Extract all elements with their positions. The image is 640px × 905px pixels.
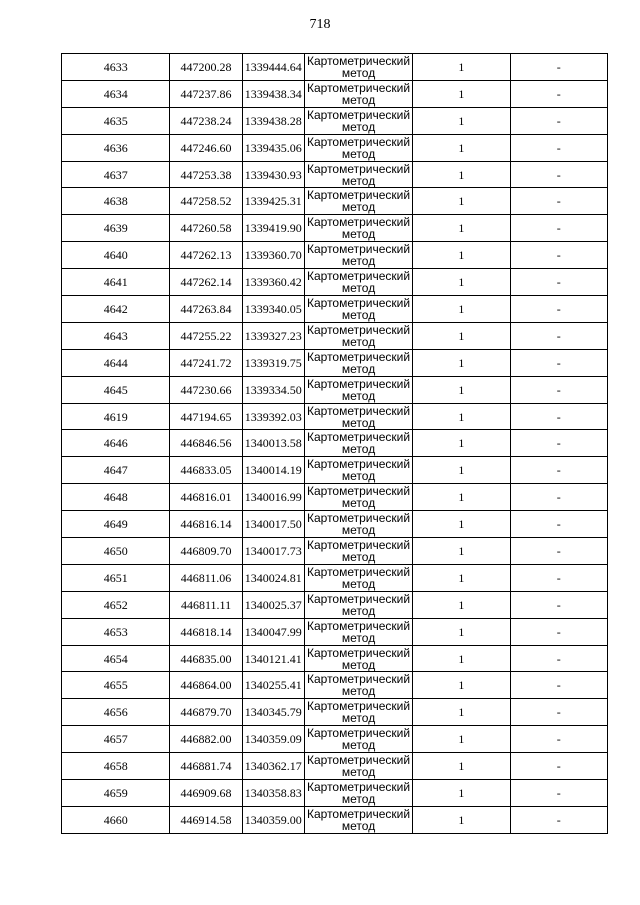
method-line-1: Картометрический <box>307 376 411 391</box>
method-line-2: метод <box>341 361 376 376</box>
method-line-2: метод <box>341 657 376 672</box>
table-row <box>62 780 608 807</box>
x-coordinate-cell: 446809.70 <box>170 538 242 565</box>
x-coordinate-cell: 446816.01 <box>170 484 242 511</box>
description-cell: - <box>510 699 607 726</box>
method-cell <box>304 188 412 215</box>
x-coordinate-cell: 446818.14 <box>170 618 242 645</box>
method-cell <box>304 618 412 645</box>
point-number-cell: 4643 <box>62 322 170 349</box>
method-line-2: метод <box>341 388 376 403</box>
y-coordinate-cell: 1340121.41 <box>242 645 304 672</box>
accuracy-cell: 1 <box>413 806 510 833</box>
table-row <box>62 753 608 780</box>
method-cell <box>304 457 412 484</box>
method-line-2: метод <box>341 65 376 80</box>
y-coordinate-cell: 1339444.64 <box>242 54 304 81</box>
table-row <box>62 161 608 188</box>
table-row <box>62 699 608 726</box>
table-row <box>62 54 608 81</box>
description-cell: - <box>510 188 607 215</box>
accuracy-cell: 1 <box>413 591 510 618</box>
x-coordinate-cell: 447253.38 <box>170 161 242 188</box>
point-number-cell: 4648 <box>62 484 170 511</box>
x-coordinate-cell: 447260.58 <box>170 215 242 242</box>
y-coordinate-cell: 1339430.93 <box>242 161 304 188</box>
accuracy-cell: 1 <box>413 726 510 753</box>
method-line-2: метод <box>341 254 376 269</box>
description-cell: - <box>510 645 607 672</box>
table-row <box>62 484 608 511</box>
description-cell: - <box>510 215 607 242</box>
method-cell <box>304 296 412 323</box>
accuracy-cell: 1 <box>413 376 510 403</box>
description-cell: - <box>510 349 607 376</box>
description-cell: - <box>510 591 607 618</box>
accuracy-cell: 1 <box>413 511 510 538</box>
method-line-2: метод <box>341 173 376 188</box>
method-cell <box>304 80 412 107</box>
method-line-1: Картометрический <box>307 161 411 176</box>
point-number-cell: 4619 <box>62 403 170 430</box>
point-number-cell: 4657 <box>62 726 170 753</box>
method-line-1: Картометрический <box>307 322 411 337</box>
method-line-1: Картометрический <box>307 269 411 284</box>
accuracy-cell: 1 <box>413 645 510 672</box>
y-coordinate-cell: 1340362.17 <box>242 753 304 780</box>
x-coordinate-cell: 447237.86 <box>170 80 242 107</box>
method-cell <box>304 54 412 81</box>
method-line-2: метод <box>341 523 376 538</box>
method-cell <box>304 403 412 430</box>
y-coordinate-cell: 1339360.70 <box>242 242 304 269</box>
table-body <box>62 54 608 834</box>
table-row <box>62 806 608 833</box>
accuracy-cell: 1 <box>413 538 510 565</box>
description-cell: - <box>510 484 607 511</box>
point-number-cell: 4645 <box>62 376 170 403</box>
y-coordinate-cell: 1339334.50 <box>242 376 304 403</box>
point-number-cell: 4652 <box>62 591 170 618</box>
description-cell: - <box>510 780 607 807</box>
x-coordinate-cell: 446816.14 <box>170 511 242 538</box>
x-coordinate-cell: 447262.14 <box>170 269 242 296</box>
description-cell: - <box>510 753 607 780</box>
method-cell <box>304 753 412 780</box>
method-line-2: метод <box>341 818 376 833</box>
y-coordinate-cell: 1339438.34 <box>242 80 304 107</box>
description-cell: - <box>510 726 607 753</box>
accuracy-cell: 1 <box>413 107 510 134</box>
y-coordinate-cell: 1339327.23 <box>242 322 304 349</box>
method-cell <box>304 699 412 726</box>
y-coordinate-cell: 1340358.83 <box>242 780 304 807</box>
table-row <box>62 188 608 215</box>
method-line-2: метод <box>341 469 376 484</box>
method-line-2: метод <box>341 415 376 430</box>
description-cell: - <box>510 322 607 349</box>
method-line-2: метод <box>341 334 376 349</box>
x-coordinate-cell: 447263.84 <box>170 296 242 323</box>
method-line-1: Картометрический <box>307 726 411 741</box>
method-line-2: метод <box>341 576 376 591</box>
method-line-2: метод <box>341 765 376 780</box>
description-cell: - <box>510 134 607 161</box>
method-line-1: Картометрический <box>307 457 411 472</box>
x-coordinate-cell: 447230.66 <box>170 376 242 403</box>
x-coordinate-cell: 446914.58 <box>170 806 242 833</box>
method-line-1: Картометрический <box>307 349 411 364</box>
method-line-1: Картометрический <box>307 753 411 768</box>
y-coordinate-cell: 1340359.00 <box>242 806 304 833</box>
description-cell: - <box>510 269 607 296</box>
point-number-cell: 4644 <box>62 349 170 376</box>
x-coordinate-cell: 446811.06 <box>170 564 242 591</box>
method-line-1: Картометрический <box>307 430 411 445</box>
method-line-1: Картометрический <box>307 511 411 526</box>
y-coordinate-cell: 1340025.37 <box>242 591 304 618</box>
method-line-1: Картометрический <box>307 403 411 418</box>
method-line-2: метод <box>341 549 376 564</box>
accuracy-cell: 1 <box>413 215 510 242</box>
method-line-1: Картометрический <box>307 537 411 552</box>
description-cell: - <box>510 376 607 403</box>
table-row <box>62 242 608 269</box>
method-line-2: метод <box>341 630 376 645</box>
method-line-2: метод <box>341 603 376 618</box>
accuracy-cell: 1 <box>413 188 510 215</box>
x-coordinate-cell: 447238.24 <box>170 107 242 134</box>
y-coordinate-cell: 1340016.99 <box>242 484 304 511</box>
method-line-1: Картометрический <box>307 242 411 257</box>
method-cell <box>304 269 412 296</box>
y-coordinate-cell: 1339340.05 <box>242 296 304 323</box>
table-row <box>62 134 608 161</box>
table-row <box>62 591 608 618</box>
description-cell: - <box>510 511 607 538</box>
accuracy-cell: 1 <box>413 269 510 296</box>
method-cell <box>304 430 412 457</box>
x-coordinate-cell: 447258.52 <box>170 188 242 215</box>
accuracy-cell: 1 <box>413 780 510 807</box>
accuracy-cell: 1 <box>413 618 510 645</box>
point-number-cell: 4646 <box>62 430 170 457</box>
description-cell: - <box>510 296 607 323</box>
x-coordinate-cell: 447246.60 <box>170 134 242 161</box>
method-line-1: Картометрический <box>307 645 411 660</box>
table-row <box>62 457 608 484</box>
table-row <box>62 376 608 403</box>
x-coordinate-cell: 446882.00 <box>170 726 242 753</box>
point-number-cell: 4633 <box>62 54 170 81</box>
description-cell: - <box>510 242 607 269</box>
table-row <box>62 645 608 672</box>
table-row <box>62 538 608 565</box>
method-line-2: метод <box>341 738 376 753</box>
point-number-cell: 4654 <box>62 645 170 672</box>
x-coordinate-cell: 446833.05 <box>170 457 242 484</box>
accuracy-cell: 1 <box>413 242 510 269</box>
x-coordinate-cell: 446846.56 <box>170 430 242 457</box>
accuracy-cell: 1 <box>413 430 510 457</box>
point-number-cell: 4634 <box>62 80 170 107</box>
point-number-cell: 4658 <box>62 753 170 780</box>
table-row <box>62 349 608 376</box>
description-cell: - <box>510 161 607 188</box>
description-cell: - <box>510 403 607 430</box>
accuracy-cell: 1 <box>413 54 510 81</box>
x-coordinate-cell: 447194.65 <box>170 403 242 430</box>
x-coordinate-cell: 446879.70 <box>170 699 242 726</box>
method-cell <box>304 645 412 672</box>
x-coordinate-cell: 446864.00 <box>170 672 242 699</box>
method-cell <box>304 511 412 538</box>
method-line-1: Картометрический <box>307 806 411 821</box>
method-cell <box>304 591 412 618</box>
method-line-1: Картометрический <box>307 672 411 687</box>
description-cell: - <box>510 672 607 699</box>
table-row <box>62 322 608 349</box>
method-line-2: метод <box>341 119 376 134</box>
description-cell: - <box>510 54 607 81</box>
x-coordinate-cell: 446811.11 <box>170 591 242 618</box>
y-coordinate-cell: 1339435.06 <box>242 134 304 161</box>
method-cell <box>304 134 412 161</box>
accuracy-cell: 1 <box>413 161 510 188</box>
method-cell <box>304 672 412 699</box>
point-number-cell: 4655 <box>62 672 170 699</box>
method-line-2: метод <box>341 146 376 161</box>
description-cell: - <box>510 618 607 645</box>
point-number-cell: 4639 <box>62 215 170 242</box>
method-cell <box>304 322 412 349</box>
method-line-1: Картометрический <box>307 564 411 579</box>
method-line-1: Картометрический <box>307 134 411 149</box>
table-row <box>62 403 608 430</box>
method-line-2: метод <box>341 711 376 726</box>
x-coordinate-cell: 447241.72 <box>170 349 242 376</box>
y-coordinate-cell: 1339438.28 <box>242 107 304 134</box>
method-line-1: Картометрический <box>307 215 411 230</box>
table-row <box>62 564 608 591</box>
table-row <box>62 296 608 323</box>
y-coordinate-cell: 1339425.31 <box>242 188 304 215</box>
point-number-cell: 4635 <box>62 107 170 134</box>
table-row <box>62 726 608 753</box>
y-coordinate-cell: 1340359.09 <box>242 726 304 753</box>
y-coordinate-cell: 1339419.90 <box>242 215 304 242</box>
method-cell <box>304 726 412 753</box>
accuracy-cell: 1 <box>413 322 510 349</box>
x-coordinate-cell: 446835.00 <box>170 645 242 672</box>
point-number-cell: 4653 <box>62 618 170 645</box>
method-cell <box>304 349 412 376</box>
method-line-1: Картометрический <box>307 484 411 499</box>
table-row <box>62 215 608 242</box>
y-coordinate-cell: 1340017.73 <box>242 538 304 565</box>
method-line-1: Картометрический <box>307 591 411 606</box>
point-number-cell: 4656 <box>62 699 170 726</box>
accuracy-cell: 1 <box>413 296 510 323</box>
y-coordinate-cell: 1339319.75 <box>242 349 304 376</box>
accuracy-cell: 1 <box>413 134 510 161</box>
method-cell <box>304 780 412 807</box>
method-cell <box>304 376 412 403</box>
x-coordinate-cell: 447262.13 <box>170 242 242 269</box>
method-line-1: Картометрический <box>307 188 411 203</box>
point-number-cell: 4636 <box>62 134 170 161</box>
method-line-2: метод <box>341 496 376 511</box>
method-line-2: метод <box>341 200 376 215</box>
method-cell <box>304 161 412 188</box>
y-coordinate-cell: 1340014.19 <box>242 457 304 484</box>
page-number: 718 <box>309 17 331 32</box>
accuracy-cell: 1 <box>413 349 510 376</box>
point-number-cell: 4659 <box>62 780 170 807</box>
y-coordinate-cell: 1340017.50 <box>242 511 304 538</box>
method-line-1: Картометрический <box>307 618 411 633</box>
method-line-1: Картометрический <box>307 295 411 310</box>
accuracy-cell: 1 <box>413 699 510 726</box>
table-row <box>62 269 608 296</box>
method-line-1: Картометрический <box>307 779 411 794</box>
description-cell: - <box>510 107 607 134</box>
point-number-cell: 4638 <box>62 188 170 215</box>
method-cell <box>304 538 412 565</box>
method-line-1: Картометрический <box>307 699 411 714</box>
point-number-cell: 4651 <box>62 564 170 591</box>
description-cell: - <box>510 564 607 591</box>
description-cell: - <box>510 457 607 484</box>
method-line-1: Картометрический <box>307 107 411 122</box>
method-line-2: метод <box>341 227 376 242</box>
method-line-2: метод <box>341 684 376 699</box>
method-cell <box>304 806 412 833</box>
point-number-cell: 4642 <box>62 296 170 323</box>
table-row <box>62 107 608 134</box>
coordinates-table <box>61 53 608 834</box>
method-line-1: Картометрический <box>307 53 411 68</box>
method-line-2: метод <box>341 307 376 322</box>
method-cell <box>304 484 412 511</box>
description-cell: - <box>510 80 607 107</box>
y-coordinate-cell: 1340024.81 <box>242 564 304 591</box>
y-coordinate-cell: 1340047.99 <box>242 618 304 645</box>
y-coordinate-cell: 1340345.79 <box>242 699 304 726</box>
accuracy-cell: 1 <box>413 403 510 430</box>
accuracy-cell: 1 <box>413 484 510 511</box>
point-number-cell: 4641 <box>62 269 170 296</box>
table-row <box>62 511 608 538</box>
point-number-cell: 4637 <box>62 161 170 188</box>
method-line-2: метод <box>341 92 376 107</box>
x-coordinate-cell: 446909.68 <box>170 780 242 807</box>
method-cell <box>304 242 412 269</box>
point-number-cell: 4660 <box>62 806 170 833</box>
method-line-2: метод <box>341 281 376 296</box>
accuracy-cell: 1 <box>413 457 510 484</box>
table-row <box>62 430 608 457</box>
method-cell <box>304 564 412 591</box>
accuracy-cell: 1 <box>413 672 510 699</box>
point-number-cell: 4640 <box>62 242 170 269</box>
method-line-1: Картометрический <box>307 80 411 95</box>
x-coordinate-cell: 447255.22 <box>170 322 242 349</box>
method-cell <box>304 215 412 242</box>
table-row <box>62 618 608 645</box>
description-cell: - <box>510 430 607 457</box>
table-row <box>62 672 608 699</box>
table-row <box>62 80 608 107</box>
accuracy-cell: 1 <box>413 80 510 107</box>
x-coordinate-cell: 446881.74 <box>170 753 242 780</box>
method-line-2: метод <box>341 791 376 806</box>
point-number-cell: 4647 <box>62 457 170 484</box>
x-coordinate-cell: 447200.28 <box>170 54 242 81</box>
description-cell: - <box>510 806 607 833</box>
accuracy-cell: 1 <box>413 564 510 591</box>
y-coordinate-cell: 1339360.42 <box>242 269 304 296</box>
method-cell <box>304 107 412 134</box>
point-number-cell: 4649 <box>62 511 170 538</box>
y-coordinate-cell: 1340255.41 <box>242 672 304 699</box>
accuracy-cell: 1 <box>413 753 510 780</box>
method-line-2: метод <box>341 442 376 457</box>
y-coordinate-cell: 1339392.03 <box>242 403 304 430</box>
point-number-cell: 4650 <box>62 538 170 565</box>
y-coordinate-cell: 1340013.58 <box>242 430 304 457</box>
description-cell: - <box>510 538 607 565</box>
